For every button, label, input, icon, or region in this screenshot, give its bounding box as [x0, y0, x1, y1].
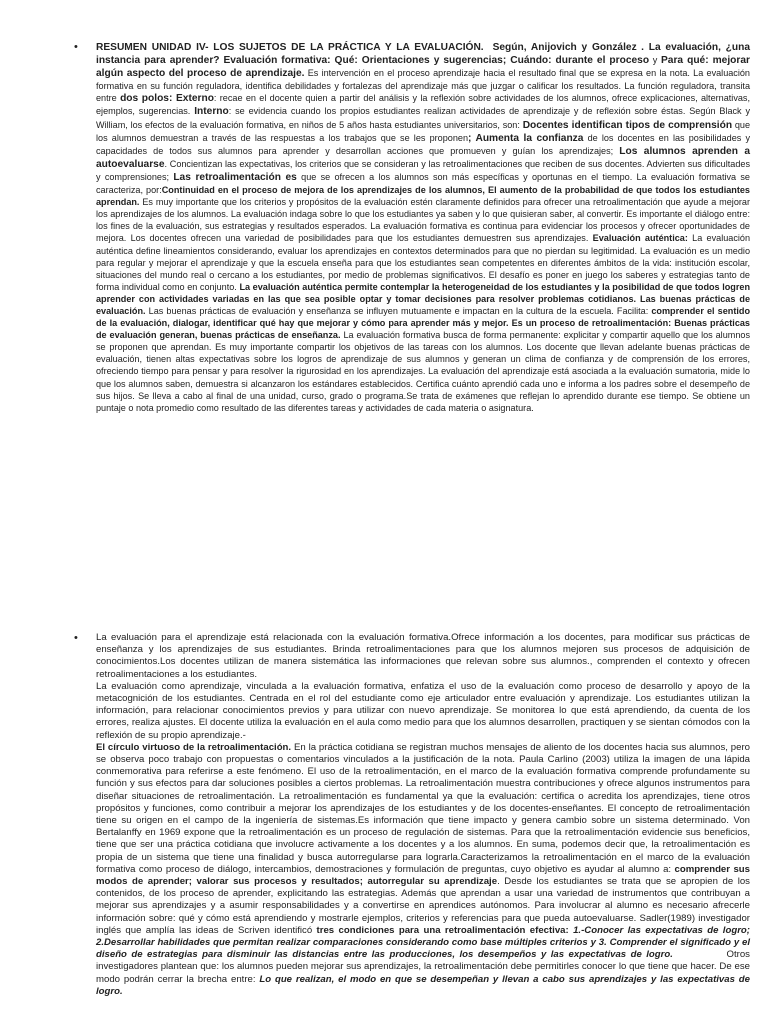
dos-polos-term: dos polos: Externo — [120, 93, 214, 105]
bullet-icon: • — [74, 41, 78, 53]
para-que-heading: Para qué: mejorar algún aspecto del proceso de aprendizaje. — [96, 55, 750, 80]
body-text: que se ofrecen a los alumnos son más específicas y oportunas en el tiempo. La evaluación formativa se caracteriza, por: — [96, 171, 750, 196]
comprender-text: comprender sus modos de aprender; valorar sus procesos y resultados; autorregular su aprendizaje — [96, 863, 750, 888]
body-text: : se evidencia cuando los propios estudiantes realizan actividades de aprendizaje y de reflexión sobre éstas. Según Black y William, los efectos de la evaluación formativa, en niños de 5 años hasta estudiantes universitarios, son: — [96, 106, 750, 130]
connector-text: y — [652, 55, 658, 66]
body-text: Es intervención en el proceso aprendizaje hacia el resultado final que se expresa en la nota. La evaluación formativa en su función reguladora, identifica debilidades y fortalezas del aprendizaje más que juzgar o calificar los resultados. La función reguladora, transita entre — [96, 68, 750, 104]
summary-paragraph — [96, 41, 750, 414]
body-text: : recae en el docente quien a partir del análisis y la reflexión sobre actividades de los alumnos, ofrece explicaciones, alternativas, ejemplos, sugerencias. — [96, 93, 750, 117]
heading-rest: . La evaluación, ¿una instancia para aprender? Evaluación formativa: Qué: Orientaciones y sugerencias; Cuándo: durante el proceso — [96, 42, 750, 67]
heterogeneidad-text: La evaluación auténtica permite contemplar la heterogeneidad de los estudiantes y la posibilidad de que todos logren aprender con actividades variadas en las que sea posible optar y tomar decisiones para resolver problemas cotidianos. Las buenas prácticas de evaluación. — [96, 281, 750, 316]
body-text: de los docentes en las posibilidades y capacidades de todos sus alumnos para aprender y desarrollan acciones que promueven y guían los aprendizajes; — [96, 132, 750, 156]
condiciones-list: 1.-Conocer las expectativas de logro; 2.Desarrollar habilidades que permitan realizar comparaciones considerando como base múltiples criterios y 3. Comprender el significado y el diseño de estrategias para disminuir las distancias entre las producciones, los desempeños y las expectativas de logro. — [96, 924, 750, 961]
paragraph-evaluacion-para: La evaluación para el aprendizaje está relacionada con la evaluación formativa.Ofrece información a los docentes, para modificar sus prácticas de enseñanza y los aprendizajes de sus estudiantes. Brinda retroalimentaciones para que los alumnos mejoren sus procesos de adquisición de conocimientos.Los docentes utilizan de manera sistemática las informaciones que relevan sobre sus alumnos., comprenden el contexto y ofrecen retroalimentaciones a los estudiantes. — [96, 632, 750, 680]
docentes-term: Docentes identifican tipos de comprensión — [522, 119, 733, 131]
body-text: Es muy importante que los criterios y propósitos de la evaluación estén claramente definidos para ofrecer una retroalimentación que ayude a mejorar los aprendizajes de los alumnos. La evaluación indaga sobre lo que los estudiantes ya saben y lo que quisieran saber, al convertir. Es importante el diálogo entre: los fines de la evaluación, sus estrategias y resultados esperados. La evaluación formativa es continua para evidenciar los procesos y ofrecer oportunidades de mejora. Los docentes ofrecen una variedad de posibilidades para que los estudiantes demuestren sus aprendizajes. — [96, 197, 750, 244]
bullet-icon: • — [74, 632, 78, 644]
continuidad-term: Continuidad en el proceso de mejora de los aprendizajes de los alumnos, El aumento de la probabilidad de que todos los estudiantes aprendan. — [96, 185, 750, 208]
brecha-text: Lo que realizan, el modo en que se desempeñan y llevan a cabo sus aprendizajes y las expectativas de logro. — [96, 973, 750, 997]
body-text: que los alumnos demuestran a través de las respuestas a los trabajos que se les proponen — [96, 119, 751, 143]
autentica-term: Evaluación auténtica: — [592, 233, 688, 244]
summary-section — [96, 41, 750, 414]
body-text: La evaluación formativa busca de forma permanente: explicitar y compartir aquello que los alumnos se proponen que aprendan. Es muy importante compartir los objetivos de las tareas con los alumnos. Los docente que llevan adelante buenas prácticas de evaluación, tienen altas expectativas sobre los logros de aprendizaje de sus alumnos y generan un clima de confianza y de comprensión de los errores, ofreciendo tiempo para pensar y para resolver la rigurosidad en los aprendizajes. La evaluación del aprendizaje está asociada a la evaluación sumatoria, mide lo que los alumnos saben, demuestra si alcanzaron los estándares establecidos. Certifica cuánto aprendió cada uno e informa a los padres sobre el desempeño de sus hijos. Se lleva a cabo al final de una unidad, curso, grado o programa.Se trata de exámenes que reflejan lo aprendido durante ese tiempo. Se obtiene un puntaje o nota promedio como resultado de las diferentes tareas y actividades de cada materia o asignatura. — [96, 330, 750, 413]
paragraph-circulo-virtuoso — [96, 742, 750, 998]
body-text: En la práctica cotidiana se registran muchos mensajes de aliento de los docentes hacia sus alumnos, pero se observa poco trabajo con propuestas o comentarios vinculados a la justificación de la nota. Paula Carlino (2003) utiliza la imagen de una lápida conmemorativa para referirse a este fenómeno. El uso de la retroalimentación, en el marco de la evaluación formativa comprende profundamente su función y sus efectos para dar soluciones posibles a ciertos problemas. La retroalimentación muestra contribuciones y ofrece algunos instrumentos para diseñar situaciones de retroalimentación. La retroalimentación es fundamental ya que la evaluación: certifica o acredita los aprendizajes, tiene otros propósitos y funciones, como contribuir a mejorar los aprendizajes de los estudiantes y de los docentes-enseñantes. El concepto de retroalimentación tiene su origen en el campo de la ingeniería de sistemas.Es información que tiene impacto y genera cambio sobre un sistema determinado. Von Bertalanffy en 1969 expone que la retroalimentación es un proceso de regulación de sistemas. Para que la retroalimentación evidencie sus beneficios, tiene que ser una práctica cotidiana que involucre activamente a los docentes y a los alumnos. En suma, podemos decir que, la retroalimentación es propia de un sistema que tiene una finalidad y busca autorregularse para lograrla.Caracterizamos la retroalimentación en el marco de la evaluación formativa como proceso de diálogo, intercambios, demostraciones y formulación de preguntas, cuyo objetivo es ayudar al alumno a: — [96, 741, 751, 875]
autoevaluarse-term: Los alumnos aprenden a autoevaluarse — [96, 145, 750, 170]
authors: Según, Anijovich y González — [492, 42, 637, 53]
interno-term: Interno — [194, 106, 229, 118]
body-text: Otros investigadores plantean que: los alumnos pueden mejorar sus aprendizajes, la retroalimentación debe permitirles conocer lo que tiene que hacer. De ese modo podrán cerrar la brecha entre: — [96, 949, 750, 985]
feedback-section — [96, 632, 750, 998]
paragraph-evaluacion-como: La evaluación como aprendizaje, vinculada a la evaluación formativa, enfatiza el uso de la evaluación como proceso de desarrollo y apoyo de la metacognición de los estudiantes. Centrada en el rol del estudiante como eje articulador entre evaluación y aprendizaje. Los estudiantes utilizan la información, para relacionar conocimientos previos y para utilizar con nuevo aprendizaje. Se monitorea lo que está aprendiendo, da cuenta de los errores, realiza ajustes. El docente utiliza la evaluación en el aula como medio para que los alumnos desarrollen, practiquen y se sientan cómodos con la reflexión de su propio aprendizaje.- — [96, 680, 750, 741]
aumenta-term: ; Aumenta la confianza — [468, 132, 584, 144]
summary-heading: RESUMEN UNIDAD IV- LOS SUJETOS DE LA PRÁCTICA Y LA EVALUACIÓN. — [96, 42, 484, 53]
body-text: . Concientizan las expectativas, los criterios que se consideran y las retroalimentaciones que reciben de sus docentes. Advierten sus dificultades y comprensiones; — [96, 158, 750, 182]
body-text: La evaluación auténtica define lineamientos considerando, evaluar los aprendizajes en contextos determinados para que no pierdan su legitimidad. La evaluación es un medio para regular y mejorar el aprendizaje y que la escuela enseña para que los estudiantes sean competentes en diferentes ámbitos de la vida: institución escolar, situaciones del mundo real o cercano a los estudiantes, por medio de problemas significativos. El desafío es poner en juego los saberes y estrategias tanto de forma individual como en conjunto. — [96, 233, 751, 292]
body-text: Las buenas prácticas de evaluación y enseñanza se influyen mutuamente e impactan en la cultura de la escuela. Facilita: — [148, 305, 649, 316]
facilita-text: comprender el sentido de la evaluación, dialogar, identificar qué hay que mejorar y cómo para aprender más y mejor. Es un proceso de retroalimentación: Buenas prácticas de evaluación generan, buenas prácticas de enseñanza. — [96, 305, 751, 341]
tres-condiciones-text: tres condiciones para una retroalimentación efectiva: — [316, 924, 569, 936]
body-text: . Desde los estudiantes se trata que se apropien de los contenidos, de los proceso de aprender, explicitando las estrategias. Además que aprendan a usar una variedad de instrumentos que contribuyan a mejorar sus aprendizajes y a asumir responsabilidades y a convertirse en aprendices autónomos. Para involucrar al alumno es necesario afrecerle información sobre: qué y cómo está aprendiendo y mostrarle ejemplos, criterios y referencias para que pueda autoevaluarse. Sadler(1989) investigador inglés que amplía las ideas de Scriven identificó — [96, 876, 750, 936]
retro-term: Las retroalimentación es — [173, 171, 297, 183]
circulo-heading: El círculo virtuoso de la retroalimentación. — [96, 741, 292, 753]
